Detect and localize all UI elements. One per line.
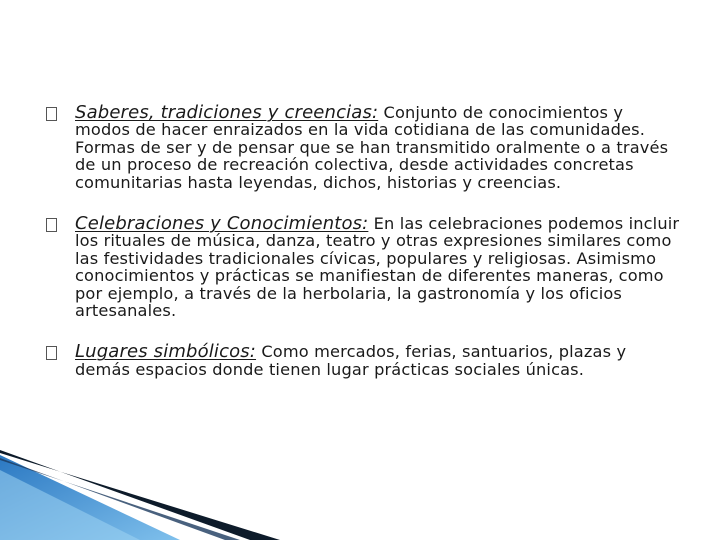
list-item-text (75, 215, 681, 319)
bullet-box-icon (46, 107, 57, 121)
description: En las celebraciones podemos incluir los rituales de música, danza, teatro y otras expresiones similares como las festividades tradicionales cívicas, populares y religiosas. Asimismo conocimientos y prácticas se manifiestan de diferentes maneras, como por ejemplo, a través de la herbolaria, la gastronomía y los oficios artesanales. (75, 214, 680, 321)
list-item-saberes (46, 104, 686, 191)
list-item-lugares (46, 343, 686, 378)
list-item-celebraciones (46, 215, 686, 319)
description: Conjunto de conocimientos y modos de hacer enraizados en la vida cotidiana de las comunidades. Formas de ser y de pensar que se han transmitido oralmente o a través de un proceso de recreación colectiva, desde actividades concretas comunitarias hasta leyendas, dichos, historias y creencias. (75, 103, 669, 192)
term-label: Lugares simbólicos: (75, 341, 257, 363)
description: Como mercados, ferias, santuarios, plazas y demás espacios donde tienen lugar prácticas sociales únicas. (75, 342, 627, 379)
list-item-text (75, 343, 681, 378)
bullet-list (46, 104, 686, 378)
decoration-light-band (0, 470, 140, 540)
bullet-box-icon (46, 218, 57, 232)
bullet-box-icon (46, 346, 57, 360)
term-label: Saberes, tradiciones y creencias: (75, 102, 379, 123)
term-label: Celebraciones y Conocimientos: (75, 213, 369, 235)
corner-decoration (0, 450, 280, 540)
list-item-text (75, 104, 681, 191)
